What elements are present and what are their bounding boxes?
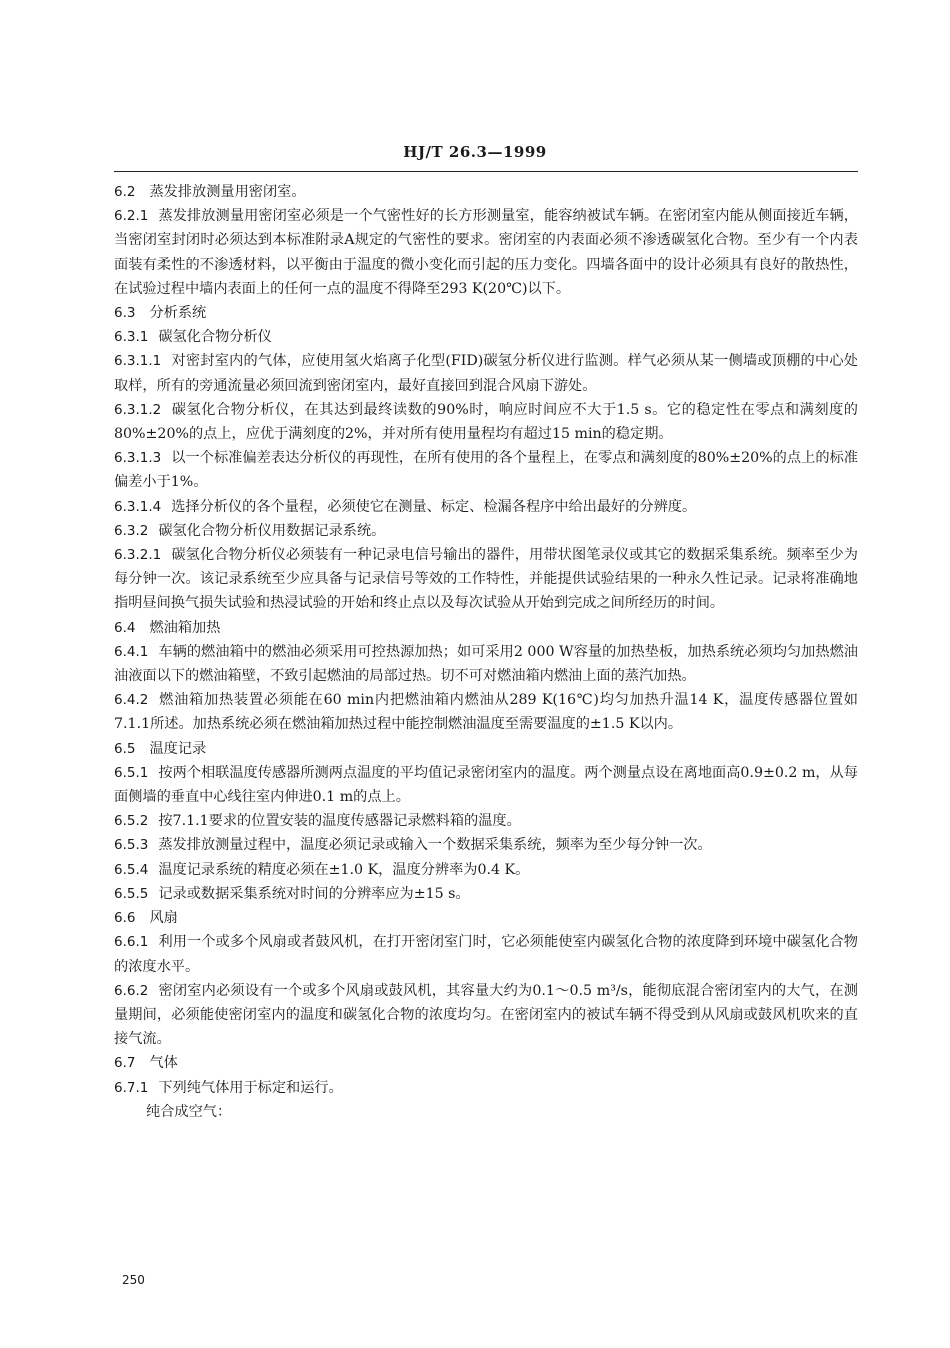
indented-item: 纯合成空气：	[146, 1103, 232, 1120]
clause-paragraph: 6.3.1.2 碳氢化合物分析仪，在其达到最终读数的90%时，响应时间应不大于1.5 s。它的稳定性在零点和满刻度的80%±20%的点上，应优于满刻度的2%，并对所有使用量程均有超过15 min的稳定期。	[114, 401, 858, 443]
section-heading: 6.2 蒸发排放测量用密闭室。	[114, 184, 306, 200]
clause-paragraph: 6.2.1 蒸发排放测量用密闭室必须是一个气密性好的长方形测量室，能容纳被试车辆。在密闭室内能从侧面接近车辆，当密闭室封闭时必须达到本标准附录A规定的气密性的要求。密闭室的内表面必须不渗透碳氢化合物。至少有一个内表面装有柔性的不渗透材料，以平衡由于温度的微小变化而引起的压力变化。四墙各面中的设计必须具有良好的散热性，在试验过程中墙内表面上的任何一点的温度不得降至293 K(20℃)以下。	[114, 208, 858, 297]
clause-paragraph: 6.5.5 记录或数据采集系统对时间的分辨率应为±15 s。	[114, 885, 470, 902]
section-heading: 6.5 温度记录	[114, 740, 207, 757]
clause-paragraph: 6.5.2 按7.1.1要求的位置安装的温度传感器记录燃料箱的温度。	[114, 813, 521, 830]
clause-paragraph: 6.5.4 温度记录系统的精度必须在±1.0 K，温度分辨率为0.4 K。	[114, 861, 530, 878]
section-heading: 6.6 风扇	[114, 910, 178, 927]
clause-paragraph: 6.6.1 利用一个或多个风扇或者鼓风机，在打开密闭室门时，它必须能使室内碳氢化合物的浓度降到环境中碳氢化合物的浓度水平。	[114, 934, 858, 975]
clause-paragraph: 6.5.1 按两个相联温度传感器所测两点温度的平均值记录密闭室内的温度。两个测量点设在离地面高0.9±0.2 m，从每面侧墙的垂直中心线往室内伸进0.1 m的点上。	[114, 764, 858, 806]
standard-header: HJ/T 26.3—1999	[403, 143, 547, 161]
header-divider	[114, 171, 858, 172]
clause-paragraph: 6.3.1.1 对密封室内的气体，应使用氢火焰离子化型(FID)碳氢分析仪进行监测。样气必须从某一侧墙或顶棚的中心处取样，所有的旁通流量必须回流到密闭室内，最好直接回到混合风扇下游处。	[114, 353, 858, 394]
clause-paragraph: 6.4.2 燃油箱加热装置必须能在60 min内把燃油箱内燃油从289 K(16℃)均匀加热升温14 K，温度传感器位置如7.1.1所述。加热系统必须在燃油箱加热过程中能控制燃油温度至需要温度的±1.5 K以内。	[114, 692, 858, 733]
section-heading: 6.4 燃油箱加热	[114, 619, 221, 636]
clause-paragraph: 6.3.2.1 碳氢化合物分析仪必须装有一种记录电信号输出的器件，用带状图笔录仪或其它的数据采集系统。频率至少为每分钟一次。该记录系统至少应具备与记录信号等效的工作特性，并能提供试验结果的一种永久性记录。记录将准确地指明昼间换气损失试验和热浸试验的开始和终止点以及每次试验从开始到完成之间所经历的时间。	[114, 547, 858, 612]
clause-paragraph: 6.3.1.4 选择分析仪的各个量程，必须使它在测量、标定、检漏各程序中给出最好的分辨度。	[114, 498, 697, 515]
clause-paragraph: 6.6.2 密闭室内必须设有一个或多个风扇或鼓风机，其容量大约为0.1～0.5 m³/s，能彻底混合密闭室内的大气，在测量期间，必须能使密闭室内的温度和碳氢化合物的浓度均匀。在密闭室内的被试车辆不得受到从风扇或鼓风机吹来的直接气流。	[114, 982, 858, 1048]
subsection-heading: 6.3.1 碳氢化合物分析仪	[114, 329, 272, 346]
section-heading: 6.3 分析系统	[114, 305, 207, 322]
clause-paragraph: 6.4.1 车辆的燃油箱中的燃油必须采用可控热源加热；如可采用2 000 W容量的加热垫板，加热系统必须均匀加热燃油油液面以下的燃油箱壁，不致引起燃油的局部过热。切不可对燃油箱内燃油上面的蒸汽加热。	[114, 643, 858, 685]
clause-paragraph: 6.3.1.3 以一个标准偏差表达分析仪的再现性，在所有使用的各个量程上，在零点和满刻度的80%±20%的点上的标准偏差小于1%。	[114, 450, 858, 491]
subsection-heading: 6.3.2 碳氢化合物分析仪用数据记录系统。	[114, 522, 386, 539]
section-heading: 6.7 气体	[114, 1055, 178, 1072]
clause-paragraph: 6.5.3 蒸发排放测量过程中，温度必须记录或输入一个数据采集系统，频率为至少每分钟一次。	[114, 837, 712, 854]
page-number: 250	[122, 1273, 145, 1287]
document-body	[114, 180, 858, 1124]
clause-paragraph: 6.7.1 下列纯气体用于标定和运行。	[114, 1079, 343, 1096]
